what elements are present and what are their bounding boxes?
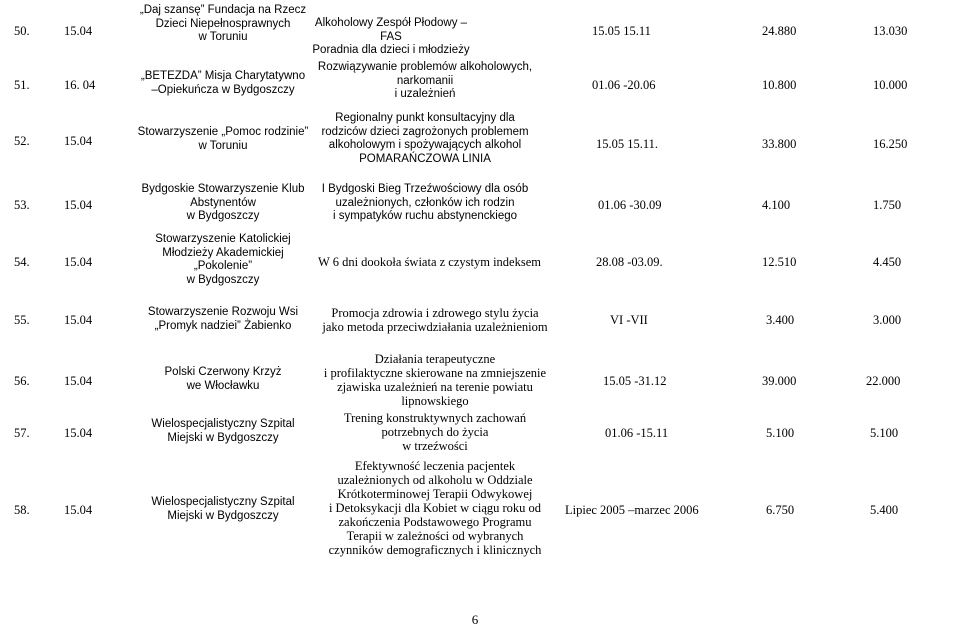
row-52-lp: 52. — [14, 134, 30, 148]
row-56-amount: 22.000 — [866, 374, 901, 388]
page-number: 6 — [471, 612, 479, 627]
row-51-amount: 10.000 — [873, 78, 908, 92]
row-54-task: W 6 dni dookoła świata z czystym indeksem — [318, 255, 541, 269]
row-57-organization: Wielospecjalistyczny Szpital Miejski w Bydgoszczy — [151, 418, 295, 444]
row-53-organization: Bydgoskie Stowarzyszenie Klub Abstynentów w Bydgoszczy — [141, 183, 305, 222]
row-52-organization: Stowarzyszenie „Pomoc rodzinie” w Toruniu — [137, 126, 309, 152]
row-55-lp: 55. — [14, 313, 30, 327]
row-58-date: 15.04 — [64, 503, 93, 517]
row-50-total: 24.880 — [762, 24, 797, 38]
row-50-amount: 13.030 — [873, 24, 908, 38]
row-51-date: 16. 04 — [64, 78, 96, 92]
row-56-lp: 56. — [14, 374, 30, 388]
row-58-organization: Wielospecjalistyczny Szpital Miejski w Bydgoszczy — [151, 496, 295, 522]
row-54-total: 12.510 — [762, 255, 797, 269]
row-52-period: 15.05 15.11. — [596, 137, 659, 151]
row-53-date: 15.04 — [64, 198, 93, 212]
row-51-period: 01.06 -20.06 — [592, 78, 656, 92]
row-52-date: 15.04 — [64, 134, 93, 148]
row-56-total: 39.000 — [762, 374, 797, 388]
row-53-period: 01.06 -30.09 — [598, 198, 662, 212]
row-53-total: 4.100 — [762, 198, 791, 212]
row-55-date: 15.04 — [64, 313, 93, 327]
row-53-lp: 53. — [14, 198, 30, 212]
row-58-task: Efektywność leczenia pacjentek uzależnionych od alkoholu w Oddziale Krótkoterminowej Terapii Odwykowej i Detoksykacji dla Kobiet w ciągu roku od zakończenia Podstawowego Programu Terapii w zależności od wybranych czynników demograficznych i klinicznych — [328, 459, 542, 557]
row-51-task: Rozwiązywanie problemów alkoholowych, narkomanii i uzależnień — [317, 61, 533, 100]
row-50-lp: 50. — [14, 24, 30, 38]
row-57-date: 15.04 — [64, 426, 93, 440]
row-50-task: Alkoholowy Zespół Płodowy –FAS Poradnia dla dzieci i młodzieży — [312, 17, 470, 56]
row-52-total: 33.800 — [762, 137, 797, 151]
row-58-period: Lipiec 2005 –marzec 2006 — [565, 503, 699, 517]
row-57-task: Trening konstruktywnych zachowań potrzebnych do życia w trzeźwości — [343, 411, 527, 453]
row-52-task: Regionalny punkt konsultacyjny dla rodziców dzieci zagrożonych problemem alkoholowym i spożywających alkohol POMARAŃCZOWA LINIA — [321, 112, 529, 165]
row-50-period: 15.05 15.11 — [592, 24, 651, 38]
row-51-organization: „BETEZDA” Misja Charytatywno –Opiekuńcza w Bydgoszczy — [140, 70, 306, 96]
row-50-date: 15.04 — [64, 24, 93, 38]
row-55-organization: Stowarzyszenie Rozwoju Wsi „Promyk nadziei” Żabienko — [147, 306, 299, 332]
row-55-task: Promocja zdrowia i zdrowego stylu życia jako metoda przeciwdziałania uzależnieniom — [322, 306, 548, 334]
row-52-amount: 16.250 — [873, 137, 908, 151]
row-57-period: 01.06 -15.11 — [605, 426, 669, 440]
row-56-organization: Polski Czerwony Krzyż we Włocławku — [164, 366, 282, 392]
row-55-period: VI -VII — [610, 313, 648, 327]
row-57-total: 5.100 — [766, 426, 795, 440]
row-56-period: 15.05 -31.12 — [603, 374, 667, 388]
row-54-lp: 54. — [14, 255, 30, 269]
row-51-lp: 51. — [14, 78, 30, 92]
row-53-task: I Bydgoski Bieg Trzeźwościowy dla osób uzależnionych, członków ich rodzin i sympatyków ruchu abstynenckiego — [321, 183, 529, 222]
row-58-total: 6.750 — [766, 503, 795, 517]
row-58-amount: 5.400 — [870, 503, 899, 517]
row-54-organization: Stowarzyszenie Katolickiej Młodzieży Akademickiej „Pokolenie” w Bydgoszczy — [155, 233, 291, 286]
row-58-lp: 58. — [14, 503, 30, 517]
row-55-amount: 3.000 — [873, 313, 902, 327]
row-50-organization: „Daj szansę” Fundacja na Rzecz Dzieci Niepełnosprawnych w Toruniu — [139, 4, 307, 43]
row-55-total: 3.400 — [766, 313, 795, 327]
row-57-amount: 5.100 — [870, 426, 899, 440]
row-54-amount: 4.450 — [873, 255, 902, 269]
row-53-amount: 1.750 — [873, 198, 902, 212]
row-57-lp: 57. — [14, 426, 30, 440]
row-51-total: 10.800 — [762, 78, 797, 92]
row-56-task: Działania terapeutyczne i profilaktyczne skierowane na zmniejszenie zjawiska uzależnień na terenie powiatu lipnowskiego — [323, 352, 547, 408]
row-54-period: 28.08 -03.09. — [596, 255, 663, 269]
row-56-date: 15.04 — [64, 374, 93, 388]
row-54-date: 15.04 — [64, 255, 93, 269]
